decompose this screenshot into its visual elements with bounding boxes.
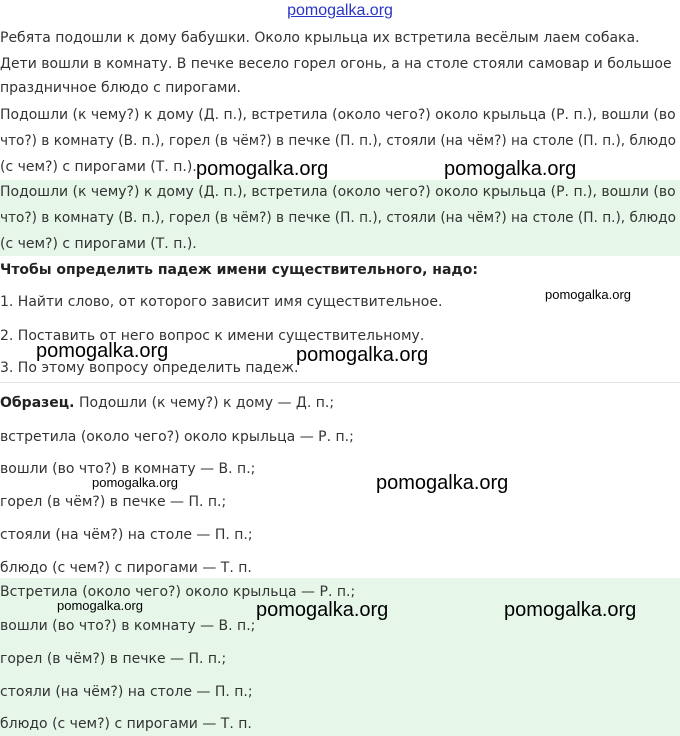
watermark: pomogalka.org [296, 344, 429, 366]
answer-line: Подошли (к чему?) к дому (Д. п.), встретила (около чего?) около крыльца (Р. п.), вошли (во [0, 107, 676, 123]
sample-first-line: Образец. Подошли (к чему?) к дому — Д. п.; [0, 395, 335, 411]
task-line: праздничное блюдо с пирогами. [0, 80, 242, 96]
watermark: pomogalka.org [545, 287, 631, 302]
answer-line: (с чем?) с пирогами (Т. п.). [0, 159, 197, 175]
watermark: pomogalka.org [92, 475, 178, 490]
rule-step: 2. Поставить от него вопрос к имени существительному. [0, 328, 425, 344]
answer-highlight-line: (с чем?) с пирогами (Т. п.). [0, 236, 197, 252]
answer-highlight-line: что?) в комнату (В. п.), горел (в чём?) в печке (П. п.), стояли (на чём?) на столе (П. п.), блюдо [0, 210, 676, 226]
task-line: Дети вошли в комнату. В печке весело горел огонь, а на столе стояли самовар и большое [0, 56, 672, 72]
answer-line: что?) в комнату (В. п.), горел (в чём?) в печке (П. п.), стояли (на чём?) на столе (П. п.), блюдо [0, 133, 676, 149]
sample-line: горел (в чём?) в печке — П. п.; [0, 494, 227, 510]
watermark: pomogalka.org [376, 472, 509, 494]
list-item: блюдо (с чем?) с пирогами — Т. п. [0, 716, 252, 732]
rule-step: 3. По этому вопросу определить падеж. [0, 360, 299, 376]
list-item: стояли (на чём?) на столе — П. п.; [0, 684, 253, 700]
answer-highlight-line: Подошли (к чему?) к дому (Д. п.), встретила (около чего?) около крыльца (Р. п.), вошли (во [0, 184, 676, 200]
watermark: pomogalka.org [504, 599, 637, 621]
sample-line: стояли (на чём?) на столе — П. п.; [0, 527, 253, 543]
watermark: pomogalka.org [36, 340, 169, 362]
rule-heading: Чтобы определить падеж имени существительного, надо: [0, 262, 478, 278]
divider [0, 382, 680, 383]
list-item: горел (в чём?) в печке — П. п.; [0, 651, 227, 667]
list-item: Встретила (около чего?) около крыльца — Р. п.; [0, 584, 356, 600]
task-line: Ребята подошли к дому бабушки. Около крыльца их встретила весёлым лаем собака. [0, 30, 640, 46]
watermark-link[interactable]: pomogalka.org [287, 2, 393, 19]
sample-label: Образец. [0, 395, 75, 411]
watermark: pomogalka.org [57, 598, 143, 613]
sample-line: вошли (во что?) в комнату — В. п.; [0, 461, 256, 477]
list-item: вошли (во что?) в комнату — В. п.; [0, 618, 256, 634]
rule-step: 1. Найти слово, от которого зависит имя существительное. [0, 294, 443, 310]
watermark: pomogalka.org [196, 158, 329, 180]
sample-line: блюдо (с чем?) с пирогами — Т. п. [0, 560, 252, 576]
watermark: pomogalka.org [444, 158, 577, 180]
sample-line: встретила (около чего?) около крыльца — Р. п.; [0, 429, 354, 445]
watermark: pomogalka.org [256, 599, 389, 621]
